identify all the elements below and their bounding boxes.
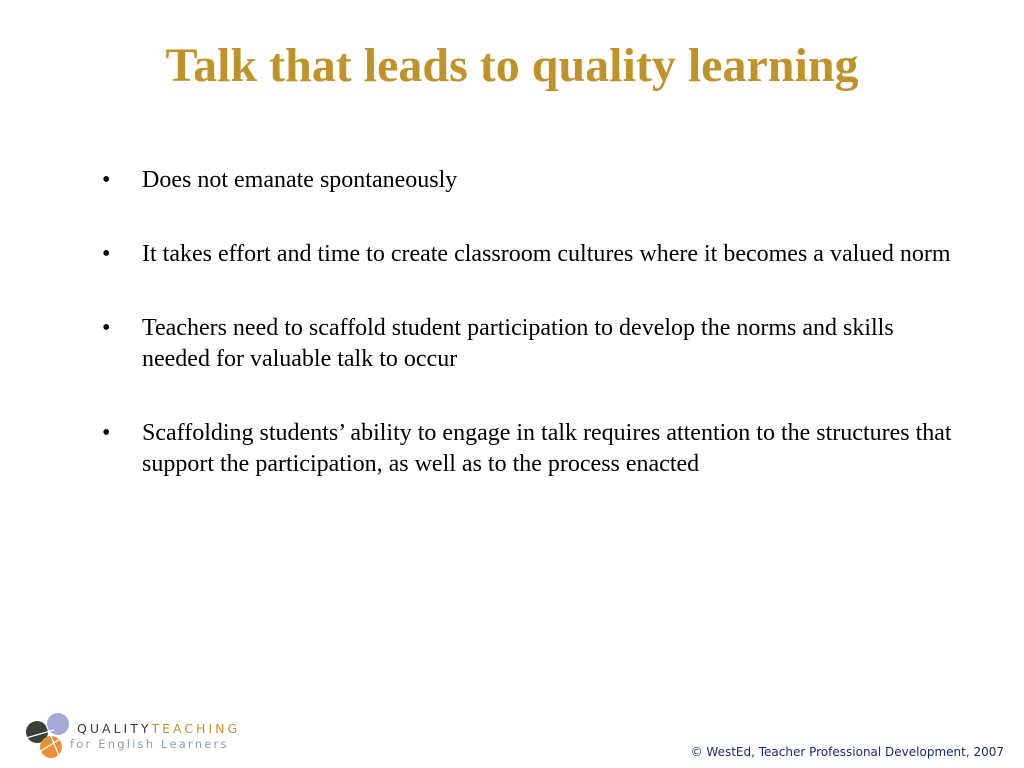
logo-wordmark [77, 722, 240, 736]
bullet-text: Does not emanate spontaneously [142, 167, 458, 193]
logo-word-teaching: TEACHING [151, 721, 241, 736]
bullet-item [100, 418, 960, 480]
logo-circles-icon [24, 710, 72, 762]
copyright-footer: © WestEd, Teacher Professional Development, 2007 [690, 745, 1004, 759]
bullet-dot-icon: • [102, 167, 111, 193]
bullet-text: Scaffolding students’ ability to engage in talk requires attention to the structures that support the participation, as well as to the process enacted [142, 420, 952, 477]
logo-word-quality: QUALITY [77, 721, 152, 736]
bullet-dot-icon: • [102, 420, 111, 446]
slide-title: Talk that leads to quality learning [165, 39, 859, 92]
bullet-text: It takes effort and time to create classroom cultures where it becomes a valued norm [142, 241, 951, 267]
bullet-item [100, 239, 960, 270]
bullet-dot-icon: • [102, 315, 111, 341]
bullet-item [100, 165, 960, 196]
bullet-list [100, 165, 960, 523]
logo-tagline: for English Learners [70, 737, 229, 751]
bullet-item [100, 313, 960, 375]
bullet-dot-icon: • [102, 241, 111, 267]
bullet-text: Teachers need to scaffold student participation to develop the norms and skills needed for valuable talk to occur [142, 315, 894, 372]
quality-teaching-logo [24, 710, 264, 762]
